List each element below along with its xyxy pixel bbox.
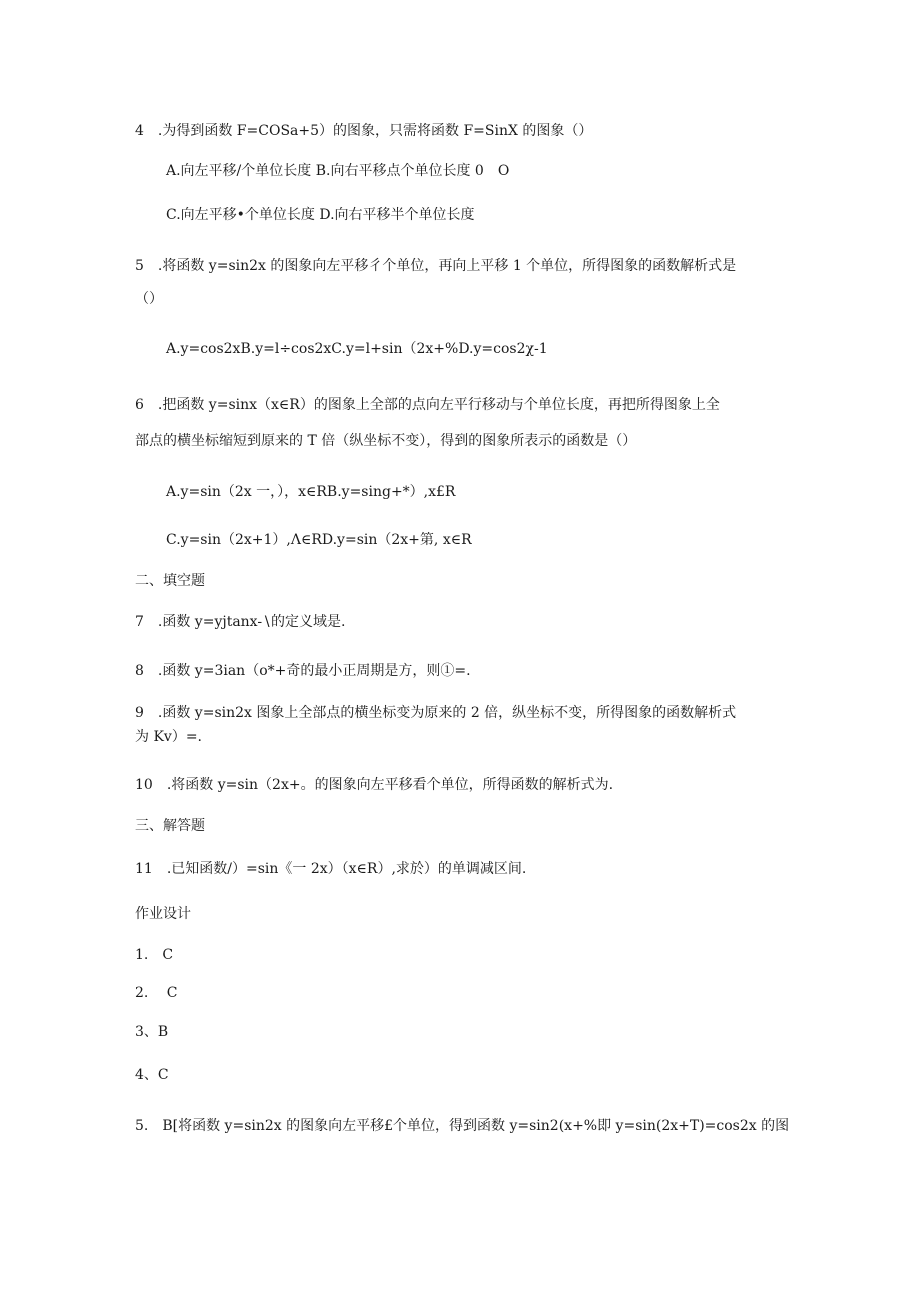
section-solution-heading: 三、解答题 xyxy=(135,818,205,834)
question-7: 7 .函数 y=yjtanx-∖的定义域是. xyxy=(135,614,346,630)
answer-3: 3、B xyxy=(135,1024,169,1040)
question-4-options-cd: C.向左平移•个单位长度 D.向右平移半个单位长度 xyxy=(166,207,475,223)
question-8: 8 .函数 y=3ian（o*+奇的最小正周期是方，则①=. xyxy=(135,663,471,679)
answer-1: 1. C xyxy=(135,947,174,963)
question-5-options: A.y=cos2xB.y=l÷cos2xC.y=l+sin（2x+%D.y=cos2χ-1 xyxy=(166,341,548,357)
question-6-options-ab: A.y=sin（2x 一，），x∈RB.y=sing+*）,x£R xyxy=(166,484,456,500)
question-4-options-ab: A.向左平移/个单位长度 B.向右平移点个单位长度 0 O xyxy=(166,163,510,179)
question-6-line1: 6 .把函数 y=sinx（x∈R）的图象上全部的点向左平行移动与个单位长度，再把所得图象上全 xyxy=(135,397,720,413)
question-5-line1: 5 .将函数 y=sin2x 的图象向左平移彳个单位，再向上平移 1 个单位，所得图象的函数解析式是 xyxy=(135,258,737,274)
answer-4: 4、C xyxy=(135,1067,169,1083)
question-6-line2: 部点的横坐标缩短到原来的 T 倍（纵坐标不变），得到的图象所表示的函数是（） xyxy=(135,433,637,449)
homework-heading: 作业设计 xyxy=(135,906,191,922)
answer-2: 2. C xyxy=(135,985,178,1001)
section-fill-in-heading: 二、填空题 xyxy=(135,573,205,589)
question-10: 10 .将函数 y=sin（2x+。的图象向左平移看个单位，所得函数的解析式为. xyxy=(135,777,614,793)
answer-5: 5. B[将函数 y=sin2x 的图象向左平移£个单位，得到函数 y=sin2(x+%即 y=sin(2x+T)=cos2x 的图 xyxy=(135,1118,790,1134)
question-9-line1: 9 .函数 y=sin2x 图象上全部点的横坐标变为原来的 2 倍，纵坐标不变，所得图象的函数解析式 xyxy=(135,705,737,721)
question-9-line2: 为 Kv）=. xyxy=(135,729,202,745)
question-5-line2: （） xyxy=(135,291,163,307)
question-11: 11 .已知函数/）=sin《一 2x）（x∈R）,求於）的单调减区间. xyxy=(135,861,527,877)
question-4: 4 .为得到函数 F=COSa+5）的图象，只需将函数 F=SinX 的图象（） xyxy=(135,123,593,139)
question-6-options-cd: C.y=sin（2x+1）,Λ∈RD.y=sin（2x+第, x∈R xyxy=(166,532,472,548)
